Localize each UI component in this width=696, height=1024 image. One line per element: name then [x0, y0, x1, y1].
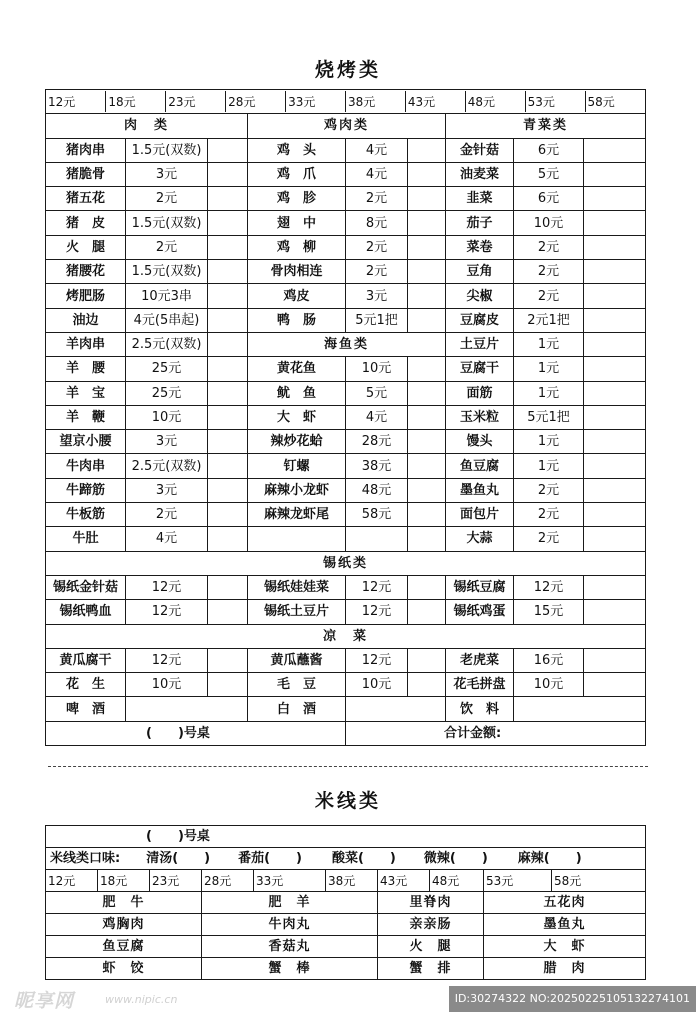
item-price: 2元1把 — [514, 308, 584, 332]
watermark-site: www.nipic.cn — [105, 993, 178, 1006]
item-name: 望京小腰 — [46, 430, 126, 454]
item-name: 猪肉串 — [46, 138, 126, 162]
item-price: 4元 — [346, 162, 408, 186]
blank-cell — [208, 284, 248, 308]
blank-cell — [208, 454, 248, 478]
blank-cell — [584, 600, 646, 624]
item-price: 10元 — [346, 673, 408, 697]
blank-cell — [584, 211, 646, 235]
blank-cell — [408, 162, 446, 186]
section-chicken: 鸡肉类 — [248, 114, 446, 138]
rice-title: 米线类 — [314, 790, 381, 812]
item-name: 尖椒 — [446, 284, 514, 308]
item-name: 麻辣龙虾尾 — [248, 503, 346, 527]
noodle-item: 亲亲肠 — [378, 914, 484, 936]
table-row — [46, 430, 646, 454]
blank-cell — [208, 430, 248, 454]
price-header — [46, 90, 646, 114]
item-price: 4元 — [346, 138, 408, 162]
price-tier: 48元 — [430, 870, 484, 892]
noodle-item: 五花肉 — [484, 892, 646, 914]
blank-cell — [208, 503, 248, 527]
blank-cell — [584, 503, 646, 527]
blank-cell — [584, 648, 646, 672]
section-seafood: 海鱼类 — [248, 332, 446, 356]
item-name: 牛蹄筋 — [46, 478, 126, 502]
item-name: 玉米粒 — [446, 405, 514, 429]
item-name: 麻辣小龙虾 — [248, 478, 346, 502]
item-price: 1元 — [514, 430, 584, 454]
table-number: ( )号桌 — [46, 721, 346, 745]
drink-name: 啤 酒 — [46, 697, 126, 721]
blank-cell — [208, 478, 248, 502]
blank-cell — [408, 138, 446, 162]
blank-cell — [408, 673, 446, 697]
item-name — [248, 527, 346, 551]
bbq-menu-table — [45, 89, 646, 746]
item-name: 韭菜 — [446, 187, 514, 211]
item-name: 大蒜 — [446, 527, 514, 551]
item-price: 2元 — [126, 503, 208, 527]
item-price: 28元 — [346, 430, 408, 454]
item-price: 6元 — [514, 187, 584, 211]
noodle-item: 蟹 棒 — [202, 958, 378, 980]
item-name: 羊 鞭 — [46, 405, 126, 429]
table-row — [46, 503, 646, 527]
item-price: 2.5元(双数) — [126, 332, 208, 356]
item-name: 鸡 爪 — [248, 162, 346, 186]
item-price: 4元 — [346, 405, 408, 429]
noodle-item: 墨鱼丸 — [484, 914, 646, 936]
blank-cell — [584, 260, 646, 284]
item-price: 5元1把 — [514, 405, 584, 429]
item-name: 菜卷 — [446, 235, 514, 259]
table-row — [46, 284, 646, 308]
table-row — [46, 454, 646, 478]
item-price: 4元 — [126, 527, 208, 551]
item-name: 大 虾 — [248, 405, 346, 429]
price-tier: 53元 — [484, 870, 552, 892]
blank-cell — [408, 600, 446, 624]
table-row — [46, 138, 646, 162]
item-name: 豆腐皮 — [446, 308, 514, 332]
blank-cell — [408, 187, 446, 211]
item-name: 金针菇 — [446, 138, 514, 162]
price-tier: 53元 — [525, 91, 585, 112]
table-row — [46, 551, 646, 575]
item-price: 15元 — [514, 600, 584, 624]
price-tier: 12元 — [48, 94, 76, 109]
table-row — [46, 162, 646, 186]
flavor-label: 米线类口味: — [50, 851, 121, 866]
blank-cell — [208, 600, 248, 624]
item-name: 油麦菜 — [446, 162, 514, 186]
item-name: 鱼豆腐 — [446, 454, 514, 478]
item-name: 翅 中 — [248, 211, 346, 235]
item-price: 16元 — [514, 648, 584, 672]
item-price: 1.5元(双数) — [126, 138, 208, 162]
item-name: 钉螺 — [248, 454, 346, 478]
item-price: 3元 — [126, 430, 208, 454]
blank-cell — [208, 648, 248, 672]
price-tier: 18元 — [106, 91, 166, 112]
item-price: 2元 — [514, 478, 584, 502]
blank-cell — [208, 138, 248, 162]
blank-cell — [408, 308, 446, 332]
item-price: 2元 — [514, 260, 584, 284]
blank-cell — [208, 405, 248, 429]
price-tier: 43元 — [378, 870, 430, 892]
blank-cell — [408, 357, 446, 381]
table-row — [46, 848, 646, 870]
drink-fill — [346, 697, 446, 721]
item-price: 10元 — [346, 357, 408, 381]
item-price: 12元 — [346, 575, 408, 599]
price-tier: 33元 — [254, 870, 326, 892]
noodle-item: 虾 饺 — [46, 958, 202, 980]
price-tier: 23元 — [166, 91, 226, 112]
item-price: 3元 — [126, 162, 208, 186]
item-name: 猪脆骨 — [46, 162, 126, 186]
price-tier: 38元 — [345, 91, 405, 112]
watermark-id: ID:30274322 NO:20250225105132274101 — [449, 986, 696, 1012]
noodle-item: 火 腿 — [378, 936, 484, 958]
item-price: 1元 — [514, 381, 584, 405]
flavor-option[interactable]: 番茄( ) — [238, 851, 302, 866]
item-price: 10元3串 — [126, 284, 208, 308]
item-name: 猪五花 — [46, 187, 126, 211]
blank-cell — [408, 211, 446, 235]
item-name: 面包片 — [446, 503, 514, 527]
table-row — [46, 260, 646, 284]
noodle-item: 鸡胸肉 — [46, 914, 202, 936]
item-name: 羊 腰 — [46, 357, 126, 381]
cut-line — [48, 766, 648, 767]
price-tier: 43元 — [405, 91, 465, 112]
flavor-row — [46, 848, 646, 870]
blank-cell — [208, 332, 248, 356]
table-row — [46, 936, 646, 958]
item-price: 12元 — [126, 575, 208, 599]
item-price: 12元 — [126, 648, 208, 672]
blank-cell — [584, 235, 646, 259]
noodle-item: 鱼豆腐 — [46, 936, 202, 958]
blank-cell — [408, 527, 446, 551]
item-price: 25元 — [126, 381, 208, 405]
blank-cell — [208, 673, 248, 697]
item-name: 豆角 — [446, 260, 514, 284]
noodle-item: 蟹 排 — [378, 958, 484, 980]
table-row — [46, 600, 646, 624]
item-price: 10元 — [126, 405, 208, 429]
blank-cell — [408, 430, 446, 454]
blank-cell — [584, 673, 646, 697]
item-price: 10元 — [126, 673, 208, 697]
item-price: 2元 — [514, 235, 584, 259]
item-name: 锡纸娃娃菜 — [248, 575, 346, 599]
item-price: 4元(5串起) — [126, 308, 208, 332]
item-price: 8元 — [346, 211, 408, 235]
watermark-logo: 昵享网 — [14, 990, 75, 1012]
table-row — [46, 826, 646, 848]
item-name: 锡纸豆腐 — [446, 575, 514, 599]
blank-cell — [584, 162, 646, 186]
price-tier: 58元 — [552, 870, 646, 892]
item-name: 面筋 — [446, 381, 514, 405]
blank-cell — [584, 357, 646, 381]
item-name: 牛板筋 — [46, 503, 126, 527]
item-name: 油边 — [46, 308, 126, 332]
table-row — [46, 187, 646, 211]
item-price: 12元 — [346, 648, 408, 672]
blank-cell — [408, 503, 446, 527]
blank-cell — [208, 527, 248, 551]
noodle-item: 牛肉丸 — [202, 914, 378, 936]
price-tier: 12元 — [46, 870, 98, 892]
blank-cell — [408, 284, 446, 308]
blank-cell — [408, 478, 446, 502]
table-row — [46, 958, 646, 980]
item-name: 馒头 — [446, 430, 514, 454]
table-row — [46, 648, 646, 672]
item-price: 1元 — [514, 454, 584, 478]
blank-cell — [408, 235, 446, 259]
table-row — [46, 721, 646, 745]
item-price: 3元 — [126, 478, 208, 502]
rice-noodle-table — [45, 825, 646, 980]
item-name: 花毛拼盘 — [446, 673, 514, 697]
drink-name: 饮 料 — [446, 697, 514, 721]
item-price: 2元 — [514, 284, 584, 308]
price-tier: 18元 — [98, 870, 150, 892]
table-row — [46, 914, 646, 936]
blank-cell — [584, 308, 646, 332]
section-meat: 肉 类 — [46, 114, 248, 138]
item-price: 2元 — [126, 235, 208, 259]
flavor-option[interactable]: 清汤( ) — [146, 851, 211, 866]
item-price: 1.5元(双数) — [126, 211, 208, 235]
blank-cell — [584, 454, 646, 478]
item-price: 12元 — [514, 575, 584, 599]
item-price: 5元 — [346, 381, 408, 405]
item-name: 土豆片 — [446, 332, 514, 356]
drink-name: 白 酒 — [248, 697, 346, 721]
table-row — [46, 235, 646, 259]
item-name: 茄子 — [446, 211, 514, 235]
item-price: 3元 — [346, 284, 408, 308]
blank-cell — [584, 138, 646, 162]
item-name: 鸭 肠 — [248, 308, 346, 332]
table-row — [46, 90, 646, 114]
table-row — [46, 114, 646, 138]
item-price: 2元 — [514, 503, 584, 527]
blank-cell — [584, 405, 646, 429]
item-price: 2元 — [126, 187, 208, 211]
table-row — [46, 697, 646, 721]
table-row — [46, 332, 646, 356]
item-name: 锡纸金针菇 — [46, 575, 126, 599]
noodle-item: 腊 肉 — [484, 958, 646, 980]
noodle-item: 肥 牛 — [46, 892, 202, 914]
item-name: 猪腰花 — [46, 260, 126, 284]
blank-cell — [584, 284, 646, 308]
item-price: 5元 — [514, 162, 584, 186]
table-row — [46, 624, 646, 648]
price-tier: 28元 — [202, 870, 254, 892]
item-name: 猪 皮 — [46, 211, 126, 235]
item-price: 12元 — [346, 600, 408, 624]
item-price: 2.5元(双数) — [126, 454, 208, 478]
flavor-option[interactable]: 微辣( ) — [423, 851, 488, 866]
item-name: 锡纸土豆片 — [248, 600, 346, 624]
table-row — [46, 478, 646, 502]
rice-table-number: ( )号桌 — [46, 826, 646, 848]
noodle-item: 香菇丸 — [202, 936, 378, 958]
item-price — [346, 527, 408, 551]
blank-cell — [208, 187, 248, 211]
blank-cell — [584, 478, 646, 502]
blank-cell — [208, 357, 248, 381]
item-price: 48元 — [346, 478, 408, 502]
blank-cell — [584, 527, 646, 551]
item-name: 羊 宝 — [46, 381, 126, 405]
item-name: 黄瓜蘸酱 — [248, 648, 346, 672]
section-cold: 凉 菜 — [46, 624, 646, 648]
blank-cell — [208, 575, 248, 599]
table-row — [46, 892, 646, 914]
blank-cell — [408, 575, 446, 599]
price-tier: 28元 — [226, 91, 286, 112]
item-name: 骨肉相连 — [248, 260, 346, 284]
drink-fill — [514, 697, 646, 721]
price-tier: 48元 — [465, 91, 525, 112]
blank-cell — [584, 430, 646, 454]
item-name: 羊肉串 — [46, 332, 126, 356]
item-name: 锡纸鸡蛋 — [446, 600, 514, 624]
blank-cell — [584, 381, 646, 405]
table-row — [46, 575, 646, 599]
table-row — [46, 381, 646, 405]
section-foil: 锡纸类 — [46, 551, 646, 575]
blank-cell — [208, 381, 248, 405]
item-price: 2元 — [514, 527, 584, 551]
blank-cell — [584, 575, 646, 599]
item-name: 火 腿 — [46, 235, 126, 259]
item-name: 辣炒花蛤 — [248, 430, 346, 454]
item-price: 1.5元(双数) — [126, 260, 208, 284]
item-name: 鸡 胗 — [248, 187, 346, 211]
item-price: 38元 — [346, 454, 408, 478]
table-row — [46, 405, 646, 429]
item-price: 2元 — [346, 187, 408, 211]
item-name: 鸡皮 — [248, 284, 346, 308]
price-tier: 58元 — [585, 91, 645, 112]
item-name: 鱿 鱼 — [248, 381, 346, 405]
drink-fill — [126, 697, 248, 721]
price-tier: 23元 — [150, 870, 202, 892]
item-name: 鸡 柳 — [248, 235, 346, 259]
noodle-item: 肥 羊 — [202, 892, 378, 914]
item-name: 锡纸鸭血 — [46, 600, 126, 624]
item-name: 豆腐干 — [446, 357, 514, 381]
item-name: 烤肥肠 — [46, 284, 126, 308]
item-price: 58元 — [346, 503, 408, 527]
item-name: 墨鱼丸 — [446, 478, 514, 502]
table-row — [46, 673, 646, 697]
item-price: 6元 — [514, 138, 584, 162]
item-price: 2元 — [346, 260, 408, 284]
item-price: 10元 — [514, 673, 584, 697]
blank-cell — [584, 332, 646, 356]
table-row — [46, 870, 646, 892]
item-price: 12元 — [126, 600, 208, 624]
blank-cell — [408, 381, 446, 405]
item-name: 牛肚 — [46, 527, 126, 551]
blank-cell — [208, 235, 248, 259]
price-tier: 33元 — [286, 91, 346, 112]
item-name: 牛肉串 — [46, 454, 126, 478]
item-price: 10元 — [514, 211, 584, 235]
total-amount: 合计金额: — [346, 721, 646, 745]
item-price: 2元 — [346, 235, 408, 259]
table-row — [46, 211, 646, 235]
noodle-item: 里脊肉 — [378, 892, 484, 914]
blank-cell — [408, 454, 446, 478]
blank-cell — [408, 260, 446, 284]
flavor-option[interactable]: 酸菜( ) — [331, 851, 396, 866]
noodle-item: 大 虾 — [484, 936, 646, 958]
table-row — [46, 527, 646, 551]
blank-cell — [208, 260, 248, 284]
item-price: 25元 — [126, 357, 208, 381]
blank-cell — [208, 308, 248, 332]
item-price: 1元 — [514, 332, 584, 356]
price-tier: 38元 — [326, 870, 378, 892]
table-row — [46, 357, 646, 381]
item-name: 黄瓜腐干 — [46, 648, 126, 672]
flavor-option[interactable]: 麻辣( ) — [517, 851, 582, 866]
blank-cell — [208, 211, 248, 235]
blank-cell — [584, 187, 646, 211]
item-name: 老虎菜 — [446, 648, 514, 672]
blank-cell — [408, 648, 446, 672]
item-name: 黄花鱼 — [248, 357, 346, 381]
item-price: 5元1把 — [346, 308, 408, 332]
item-name: 花 生 — [46, 673, 126, 697]
table-row — [46, 308, 646, 332]
item-name: 鸡 头 — [248, 138, 346, 162]
bbq-title: 烧烤类 — [314, 59, 381, 81]
item-name: 毛 豆 — [248, 673, 346, 697]
item-price: 1元 — [514, 357, 584, 381]
blank-cell — [208, 162, 248, 186]
blank-cell — [408, 405, 446, 429]
section-veg: 青菜类 — [446, 114, 646, 138]
